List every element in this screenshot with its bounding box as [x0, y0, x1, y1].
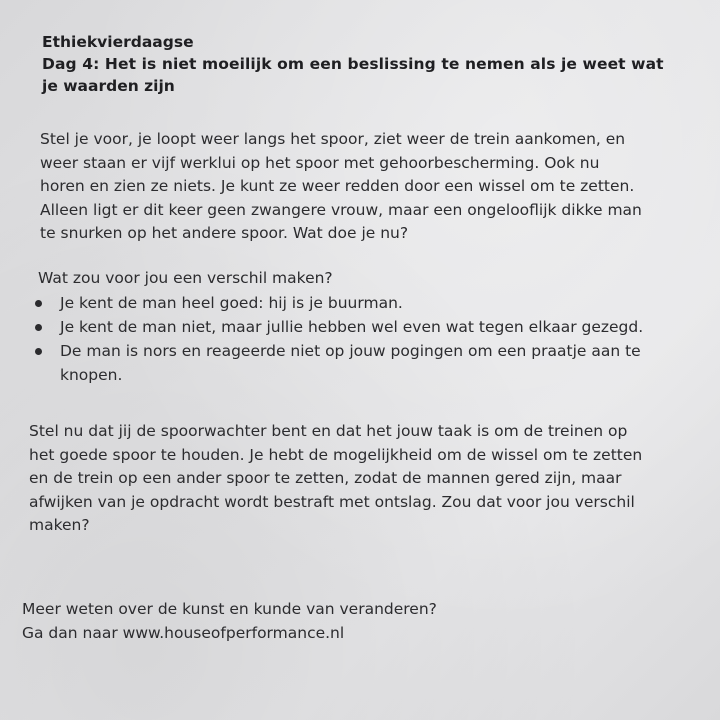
footer-link-line: Ga dan naar www.houseofperformance.nl	[22, 624, 345, 642]
list-item	[33, 315, 643, 339]
paragraph-line: maken?	[29, 516, 90, 534]
paragraph-line: te snurken op het andere spoor. Wat doe je nu?	[40, 224, 409, 242]
paragraph-line: weer staan er vijf werklui op het spoor met gehoorbescherming. Ook nu	[40, 153, 600, 172]
bullet-icon	[35, 324, 42, 331]
list-item-text: Je kent de man niet, maar jullie hebben wel even wat tegen elkaar gezegd.	[60, 318, 644, 336]
question-text: Wat zou voor jou een verschil maken?	[38, 269, 333, 287]
document-title: Ethiekvierdaagse	[42, 33, 194, 51]
spoorwachter-paragraph	[29, 420, 642, 538]
paragraph-line: Alleen ligt er dit keer geen zwangere vrouw, maar een ongelooflijk dikke man	[40, 200, 642, 219]
footer-line: Meer weten over de kunst en kunde van veranderen?	[22, 600, 437, 618]
bullet-list	[33, 291, 643, 387]
bullet-icon	[35, 348, 42, 355]
paragraph-line: Stel je voor, je loopt weer langs het spoor, ziet weer de trein aankomen, en	[40, 130, 626, 148]
paragraph-line: horen en zien ze niets. Je kunt ze weer redden door een wissel om te zetten.	[40, 177, 635, 195]
bullet-icon	[35, 300, 42, 307]
list-item	[33, 291, 643, 315]
list-item-text: knopen.	[60, 366, 123, 384]
paragraph-line: afwijken van je opdracht wordt bestraft met ontslag. Zou dat voor jou verschil	[29, 492, 635, 511]
scenario-paragraph	[40, 128, 642, 246]
day-heading-line-2: je waarden zijn	[42, 77, 175, 95]
list-item-text: De man is nors en reageerde niet op jouw pogingen om een praatje aan te	[60, 342, 641, 360]
day-heading-line-1: Dag 4: Het is niet moeilijk om een beslissing te nemen als je weet wat	[42, 55, 664, 73]
paragraph-line: Stel nu dat jij de spoorwachter bent en dat het jouw taak is om de treinen op	[29, 422, 628, 440]
list-item-text: Je kent de man heel goed: hij is je buurman.	[60, 294, 403, 312]
list-item	[33, 339, 643, 387]
paragraph-line: het goede spoor te houden. Je hebt de mogelijkheid om de wissel om te zetten	[29, 445, 643, 464]
paragraph-line: en de trein op een ander spoor te zetten, zodat de mannen gered zijn, maar	[29, 469, 622, 487]
footer	[22, 597, 437, 645]
